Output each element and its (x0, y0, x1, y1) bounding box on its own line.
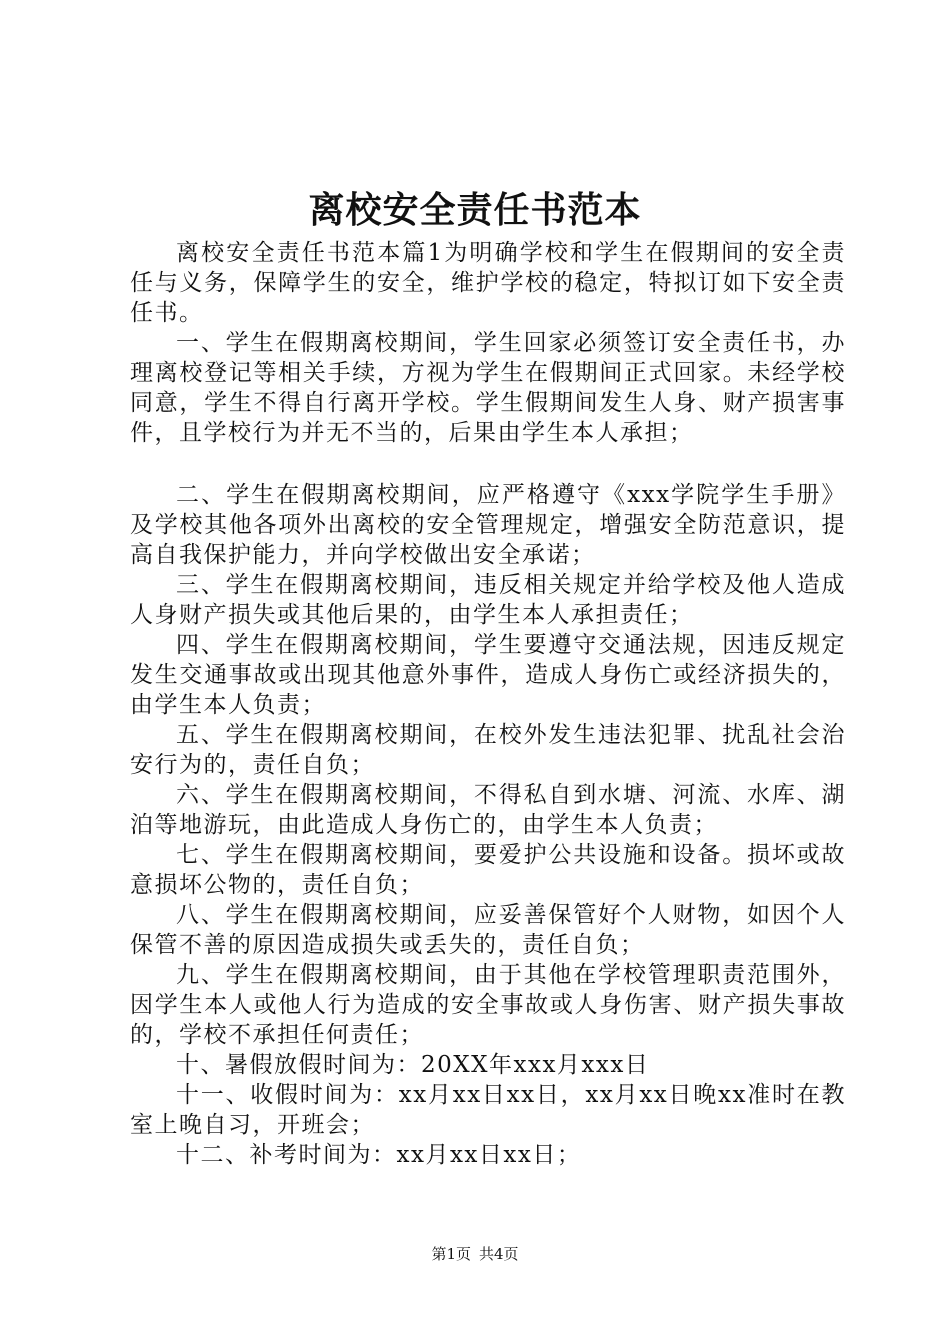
paragraph-item-7: 七、学生在假期离校期间，要爱护公共设施和设备。损坏或故意损坏公物的，责任自负； (130, 842, 846, 898)
document-title: 离校安全责任书范本 (308, 189, 642, 231)
paragraph-item-8: 八、学生在假期离校期间，应妥善保管好个人财物，如因个人保管不善的原因造成损失或丢失的，责任自负； (130, 902, 846, 958)
paragraph-item-9: 九、学生在假期离校期间，由于其他在学校管理职责范围外，因学生本人或他人行为造成的安全事故或人身伤害、财产损失事故的，学校不承担任何责任； (130, 962, 846, 1048)
paragraph-item-11: 十一、收假时间为：xx月xx日xx日，xx月xx日晚xx准时在教室上晚自习，开班会； (130, 1082, 846, 1138)
paragraph-item-5: 五、学生在假期离校期间，在校外发生违法犯罪、扰乱社会治安行为的，责任自负； (130, 722, 846, 778)
paragraph-item-2: 二、学生在假期离校期间，应严格遵守《xxx学院学生手册》及学校其他各项外出离校的安全管理规定，增强安全防范意识，提高自我保护能力，并向学校做出安全承诺； (130, 482, 846, 568)
page-total: 共4页 (479, 1245, 519, 1263)
paragraph-item-10: 十、暑假放假时间为：20XX年xxx月xxx日 (176, 1052, 650, 1078)
paragraph-item-12: 十二、补考时间为：xx月xx日xx日； (176, 1142, 582, 1168)
paragraph-intro: 离校安全责任书范本篇1为明确学校和学生在假期间的安全责任与义务，保障学生的安全，维护学校的稳定，特拟订如下安全责任书。 (130, 240, 846, 326)
paragraph-item-3: 三、学生在假期离校期间，违反相关规定并给学校及他人造成人身财产损失或其他后果的，由学生本人承担责任； (130, 572, 846, 628)
page-footer (0, 1243, 950, 1265)
paragraph-item-4: 四、学生在假期离校期间，学生要遵守交通法规，因违反规定发生交通事故或出现其他意外事件，造成人身伤亡或经济损失的，由学生本人负责； (130, 632, 846, 718)
paragraph-item-1: 一、学生在假期离校期间，学生回家必须签订安全责任书，办理离校登记等相关手续，方视为学生在假期间正式回家。未经学校同意，学生不得自行离开学校。学生假期间发生人身、财产损害事件，且学校行为并无不当的，后果由学生本人承担； (130, 330, 846, 446)
document-body (130, 238, 846, 1170)
page-number: 第1页 (431, 1245, 471, 1263)
paragraph-item-6: 六、学生在假期离校期间，不得私自到水塘、河流、水库、湖泊等地游玩，由此造成人身伤亡的，由学生本人负责； (130, 782, 846, 838)
